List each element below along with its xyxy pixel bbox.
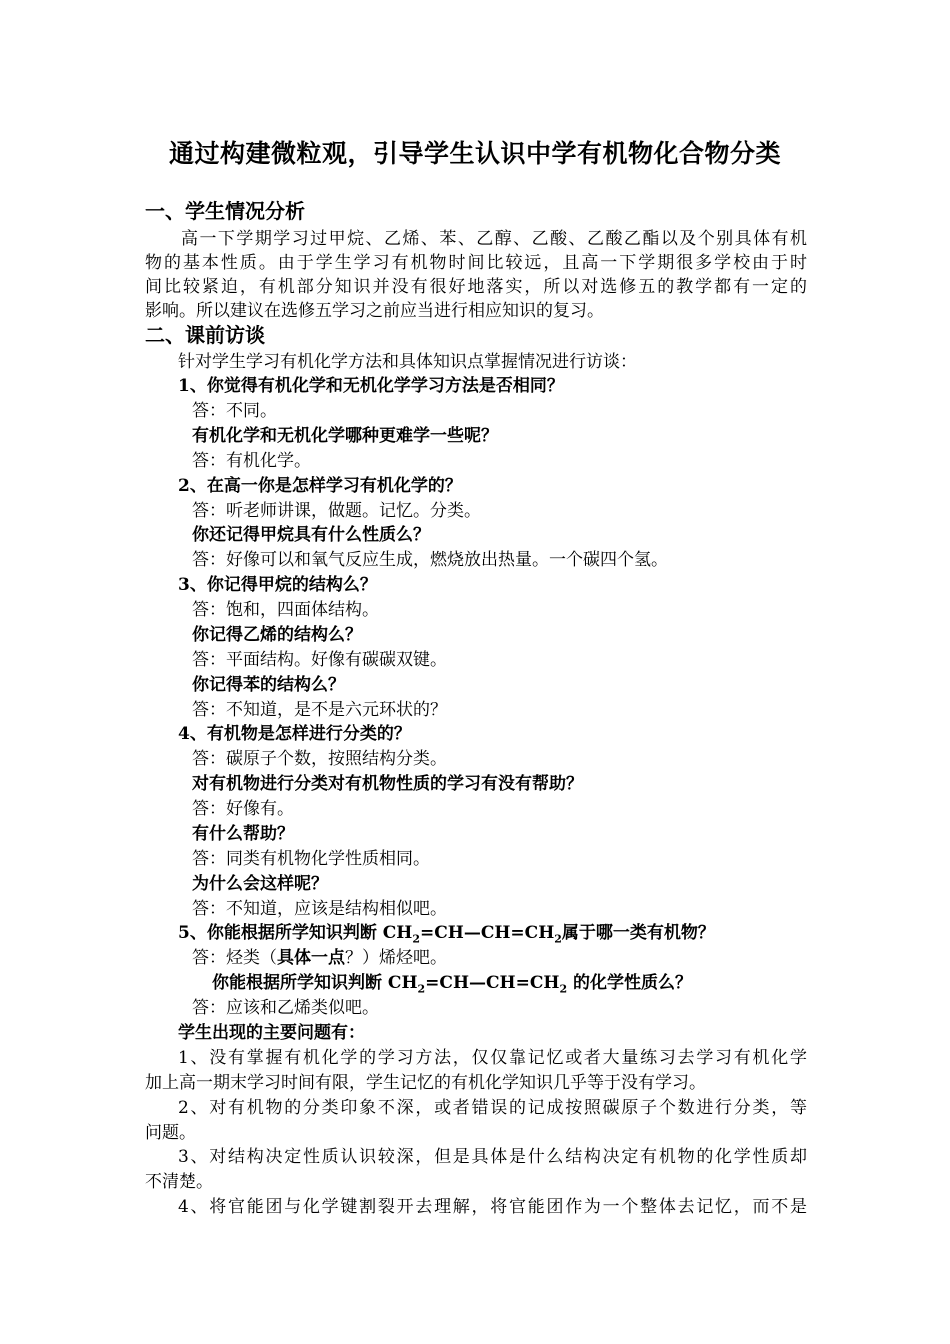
section1-line-1: 高一下学期学习过甲烷、乙烯、苯、乙醇、乙酸、乙酸乙酯以及个别具体有机: [181, 229, 807, 249]
question-1b: 有机化学和无机化学哪种更难学一些呢？: [192, 426, 498, 446]
problem-2-line-1: 2、对有机物的分类印象不深，或者错误的记成按照碳原子个数进行分类，等: [178, 1098, 807, 1118]
section1-heading: 一、学生情况分析: [145, 199, 305, 223]
answer-2b: 答：好像可以和氧气反应生成，燃烧放出热量。一个碳四个氢。: [192, 550, 668, 570]
section1-line-2: 物的基本性质。由于学生学习有机物时间比较远，且高一下学期很多学校由于时: [145, 253, 807, 273]
question-3b: 你记得乙烯的结构么？: [192, 625, 362, 645]
answer-2: 答：听老师讲课，做题。记忆。分类。: [192, 501, 481, 521]
question-4c: 有什么帮助？: [192, 824, 294, 844]
question-2b: 你还记得甲烷具有什么性质么？: [192, 525, 430, 545]
section2-heading: 二、课前访谈: [145, 323, 265, 347]
answer-1b: 答：有机化学。: [192, 451, 311, 471]
problem-1-line-1: 1、没有掌握有机化学的学习方法，仅仅靠记忆或者大量练习去学习有机化学: [178, 1048, 807, 1068]
section1-line-3: 间比较紧迫，有机部分知识并没有很好地落实，所以对选修五的教学都有一定的: [145, 277, 807, 297]
q5-sub-2: 2: [554, 932, 562, 946]
q5b-post: 的化学性质么？: [567, 973, 693, 993]
problem-2-line-2: 问题。: [145, 1123, 196, 1143]
q5-mid: =CH—CH=CH: [420, 923, 555, 943]
q5-sub-1: 2: [412, 932, 420, 946]
problem-1-line-2: 加上高一期末学习时间有限，学生记忆的有机化学知识几乎等于没有学习。: [145, 1073, 706, 1093]
answer-5: [192, 946, 447, 970]
answer-4d: 答：不知道，应该是结构相似吧。: [192, 899, 447, 919]
q5-post: 属于哪一类有机物？: [561, 923, 715, 943]
answer-4: 答：碳原子个数，按照结构分类。: [192, 749, 447, 769]
question-2: 2、在高一你是怎样学习有机化学的？: [178, 476, 462, 496]
problem-4-line-1: 4、将官能团与化学键割裂开去理解，将官能团作为一个整体去记忆，而不是: [178, 1197, 807, 1217]
q5-pre: 5、你能根据所学知识判断 CH: [178, 923, 413, 943]
a5-pre: 答：烃类（: [192, 948, 277, 968]
question-3: 3、你记得甲烷的结构么？: [178, 575, 377, 595]
question-3c: 你记得苯的结构么？: [192, 675, 345, 695]
q5b-pre: 你能根据所学知识判断 CH: [212, 973, 418, 993]
answer-4b: 答：好像有。: [192, 799, 294, 819]
a5-bold: 具体一点: [277, 948, 345, 968]
problems-heading: 学生出现的主要问题有：: [178, 1023, 365, 1043]
q5b-mid: =CH—CH=CH: [425, 973, 560, 993]
a5-post: ？）烯烃吧。: [345, 948, 447, 968]
question-4b: 对有机物进行分类对有机物性质的学习有没有帮助？: [192, 774, 583, 794]
answer-5b: 答：应该和乙烯类似吧。: [192, 998, 379, 1018]
q5b-sub-2: 2: [559, 982, 568, 996]
section1-line-4: 影响。所以建议在选修五学习之前应当进行相应知识的复习。: [145, 301, 604, 321]
problem-3-line-1: 3、对结构决定性质认识较深，但是具体是什么结构决定有机物的化学性质却: [178, 1147, 807, 1167]
question-4d: 为什么会这样呢？: [192, 874, 328, 894]
question-4: 4、有机物是怎样进行分类的？: [178, 724, 411, 744]
answer-3: 答：饱和，四面体结构。: [192, 600, 379, 620]
problem-3-line-2: 不清楚。: [145, 1172, 213, 1192]
answer-3c: 答：不知道，是不是六元环状的？: [192, 700, 447, 720]
question-5: [178, 921, 715, 945]
answer-1: 答：不同。: [192, 401, 277, 421]
answer-4c: 答：同类有机物化学性质相同。: [192, 849, 430, 869]
question-5b: [212, 971, 692, 995]
document-title: 通过构建微粒观，引导学生认识中学有机物化合物分类: [168, 139, 781, 168]
q5b-sub-1: 2: [417, 982, 426, 996]
section2-intro: 针对学生学习有机化学方法和具体知识点掌握情况进行访谈：: [178, 352, 637, 372]
answer-3b: 答：平面结构。好像有碳碳双键。: [192, 650, 447, 670]
question-1: 1、你觉得有机化学和无机化学学习方法是否相同？: [178, 376, 564, 396]
